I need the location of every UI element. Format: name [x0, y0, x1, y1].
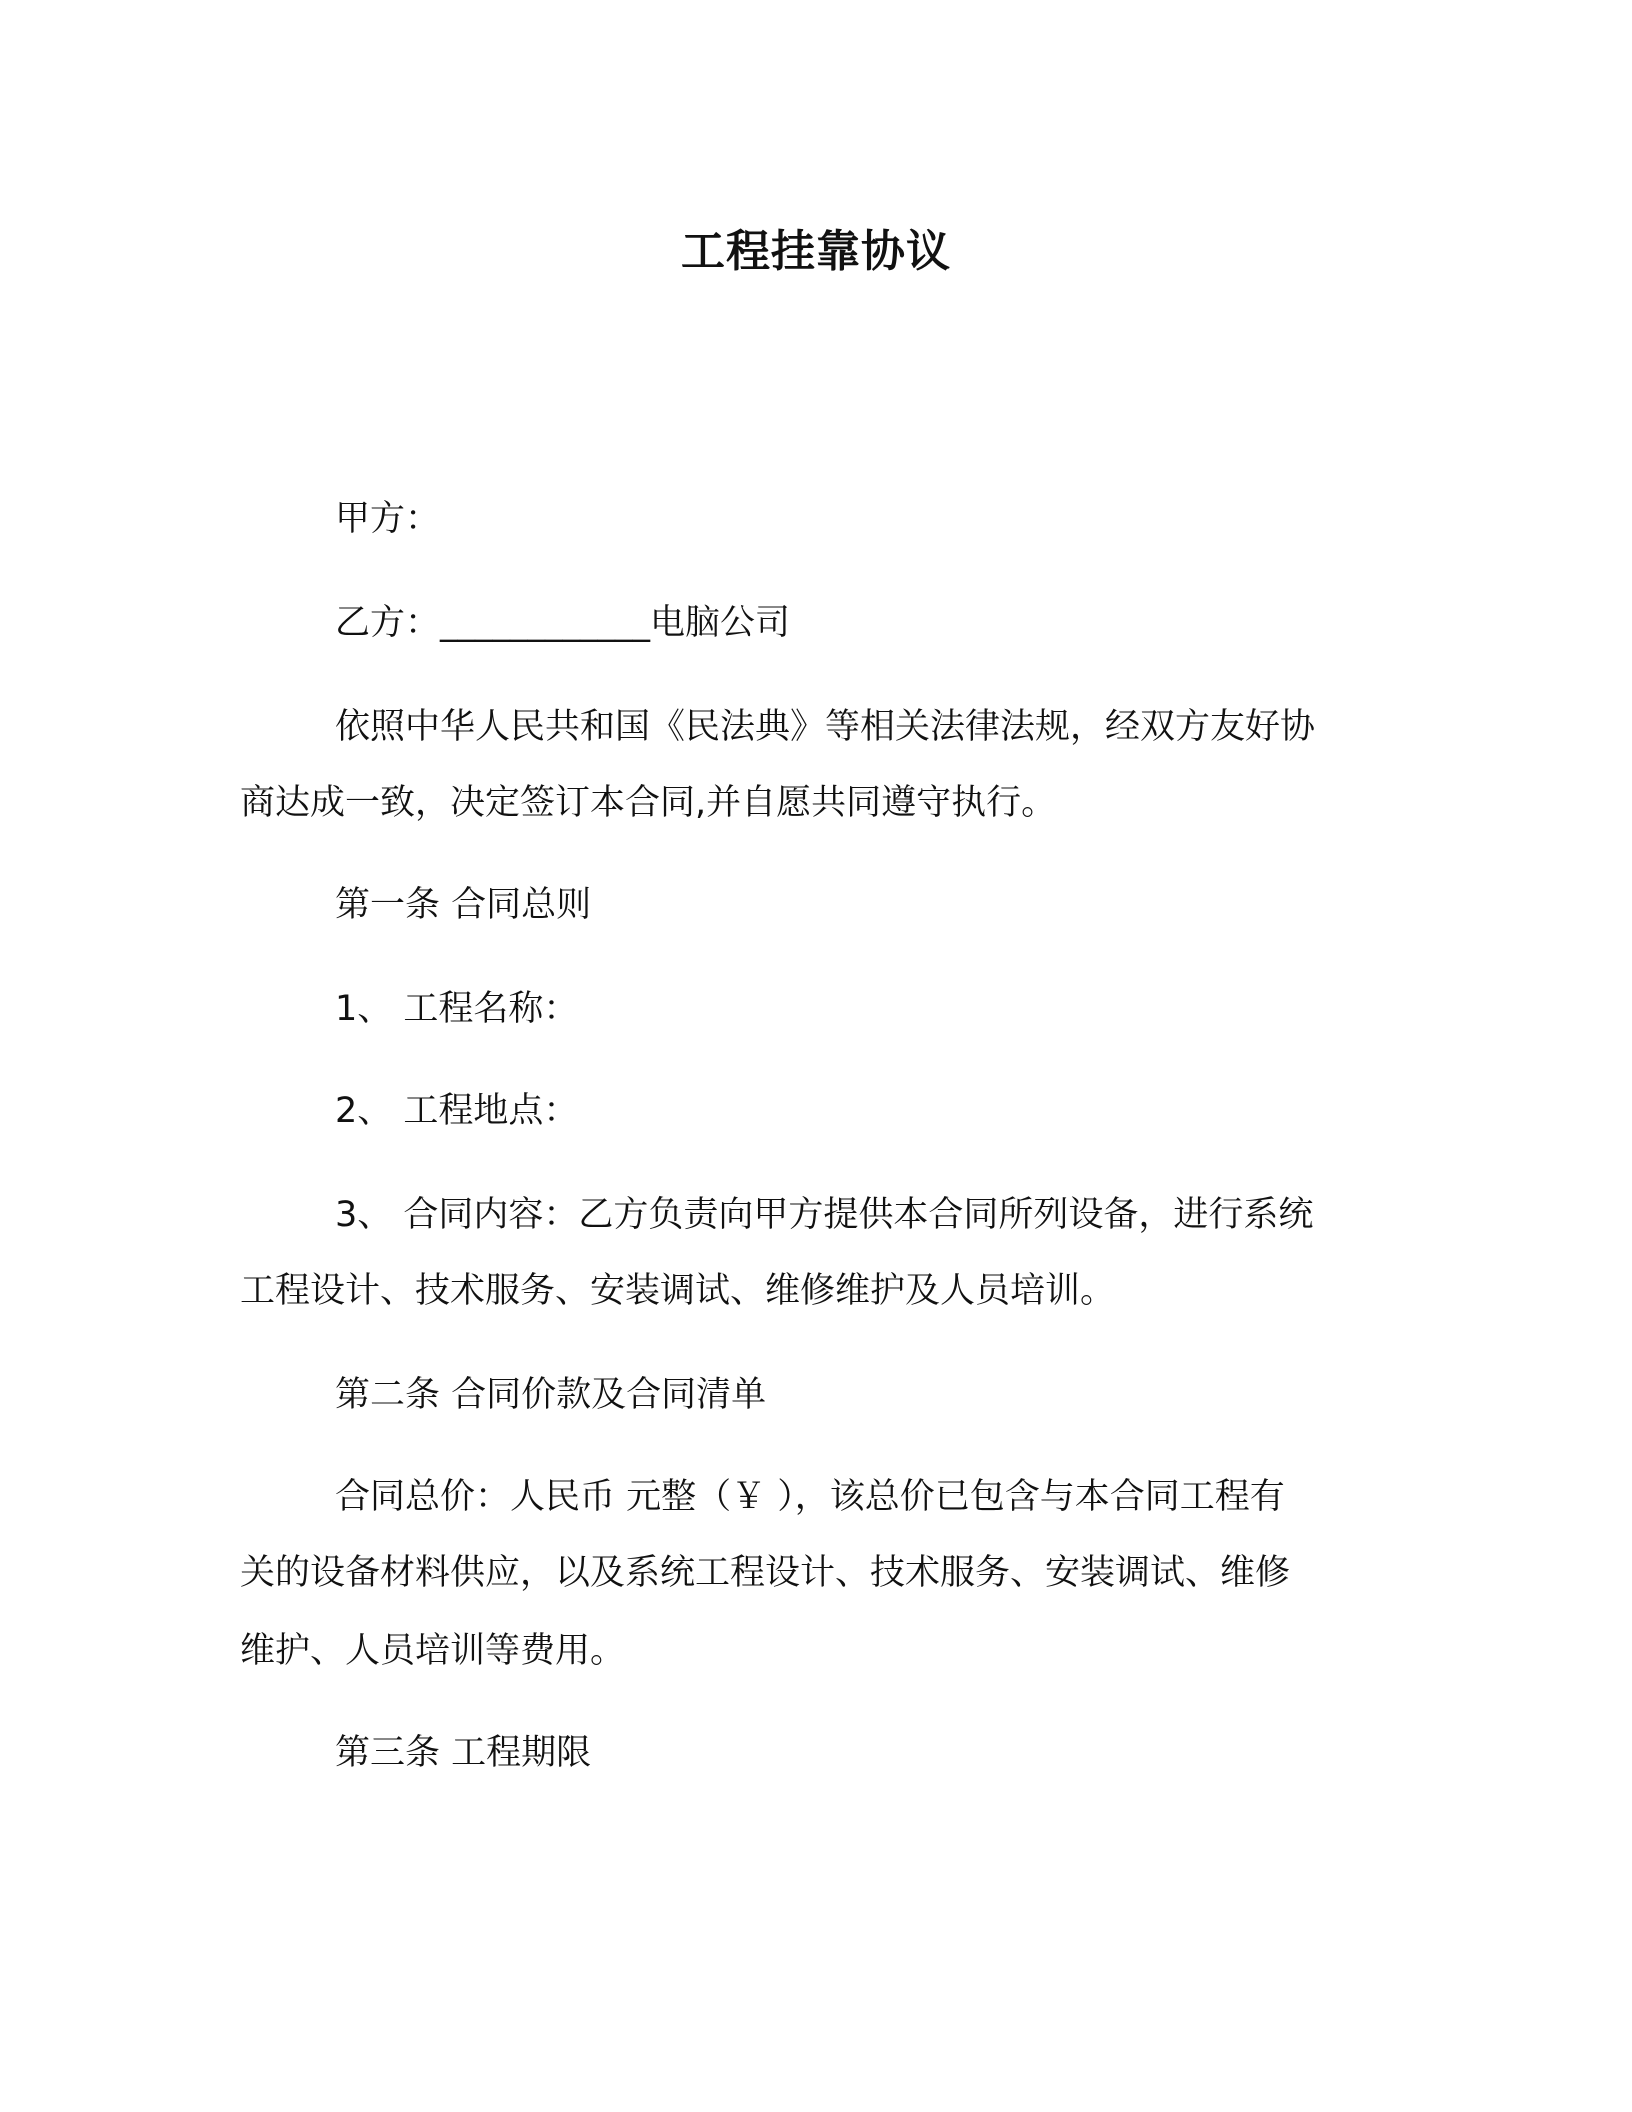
article-2-heading: 第二条 合同价款及合同清单 [335, 1375, 767, 1415]
price-line-1: 合同总价：人民币 元整（￥ ），该总价已包含与本合同工程有 [335, 1477, 1285, 1517]
preamble-line-2: 商达成一致，决定签订本合同,并自愿共同遵守执行。 [240, 783, 1057, 823]
item-3-line-2: 工程设计、技术服务、安装调试、维修维护及人员培训。 [240, 1271, 1116, 1311]
document-title: 工程挂靠协议 [681, 226, 951, 277]
preamble-line-1: 依照中华人民共和国《民法典》等相关法律法规，经双方友好协 [335, 707, 1316, 747]
item-1-project-name: 1、 工程名称： [335, 989, 579, 1029]
article-1-heading: 第一条 合同总则 [335, 885, 592, 925]
price-line-3: 维护、人员培训等费用。 [240, 1631, 626, 1671]
item-2-project-location: 2、 工程地点： [335, 1091, 579, 1131]
article-3-heading: 第三条 工程期限 [335, 1733, 592, 1773]
party-a-line: 甲方： [335, 499, 441, 539]
item-3-line-1: 3、 合同内容：乙方负责向甲方提供本合同所列设备，进行系统 [335, 1195, 1314, 1235]
party-b-line: 乙方：____________电脑公司 [335, 603, 791, 643]
price-line-2: 关的设备材料供应，以及系统工程设计、技术服务、安装调试、维修 [240, 1553, 1291, 1593]
